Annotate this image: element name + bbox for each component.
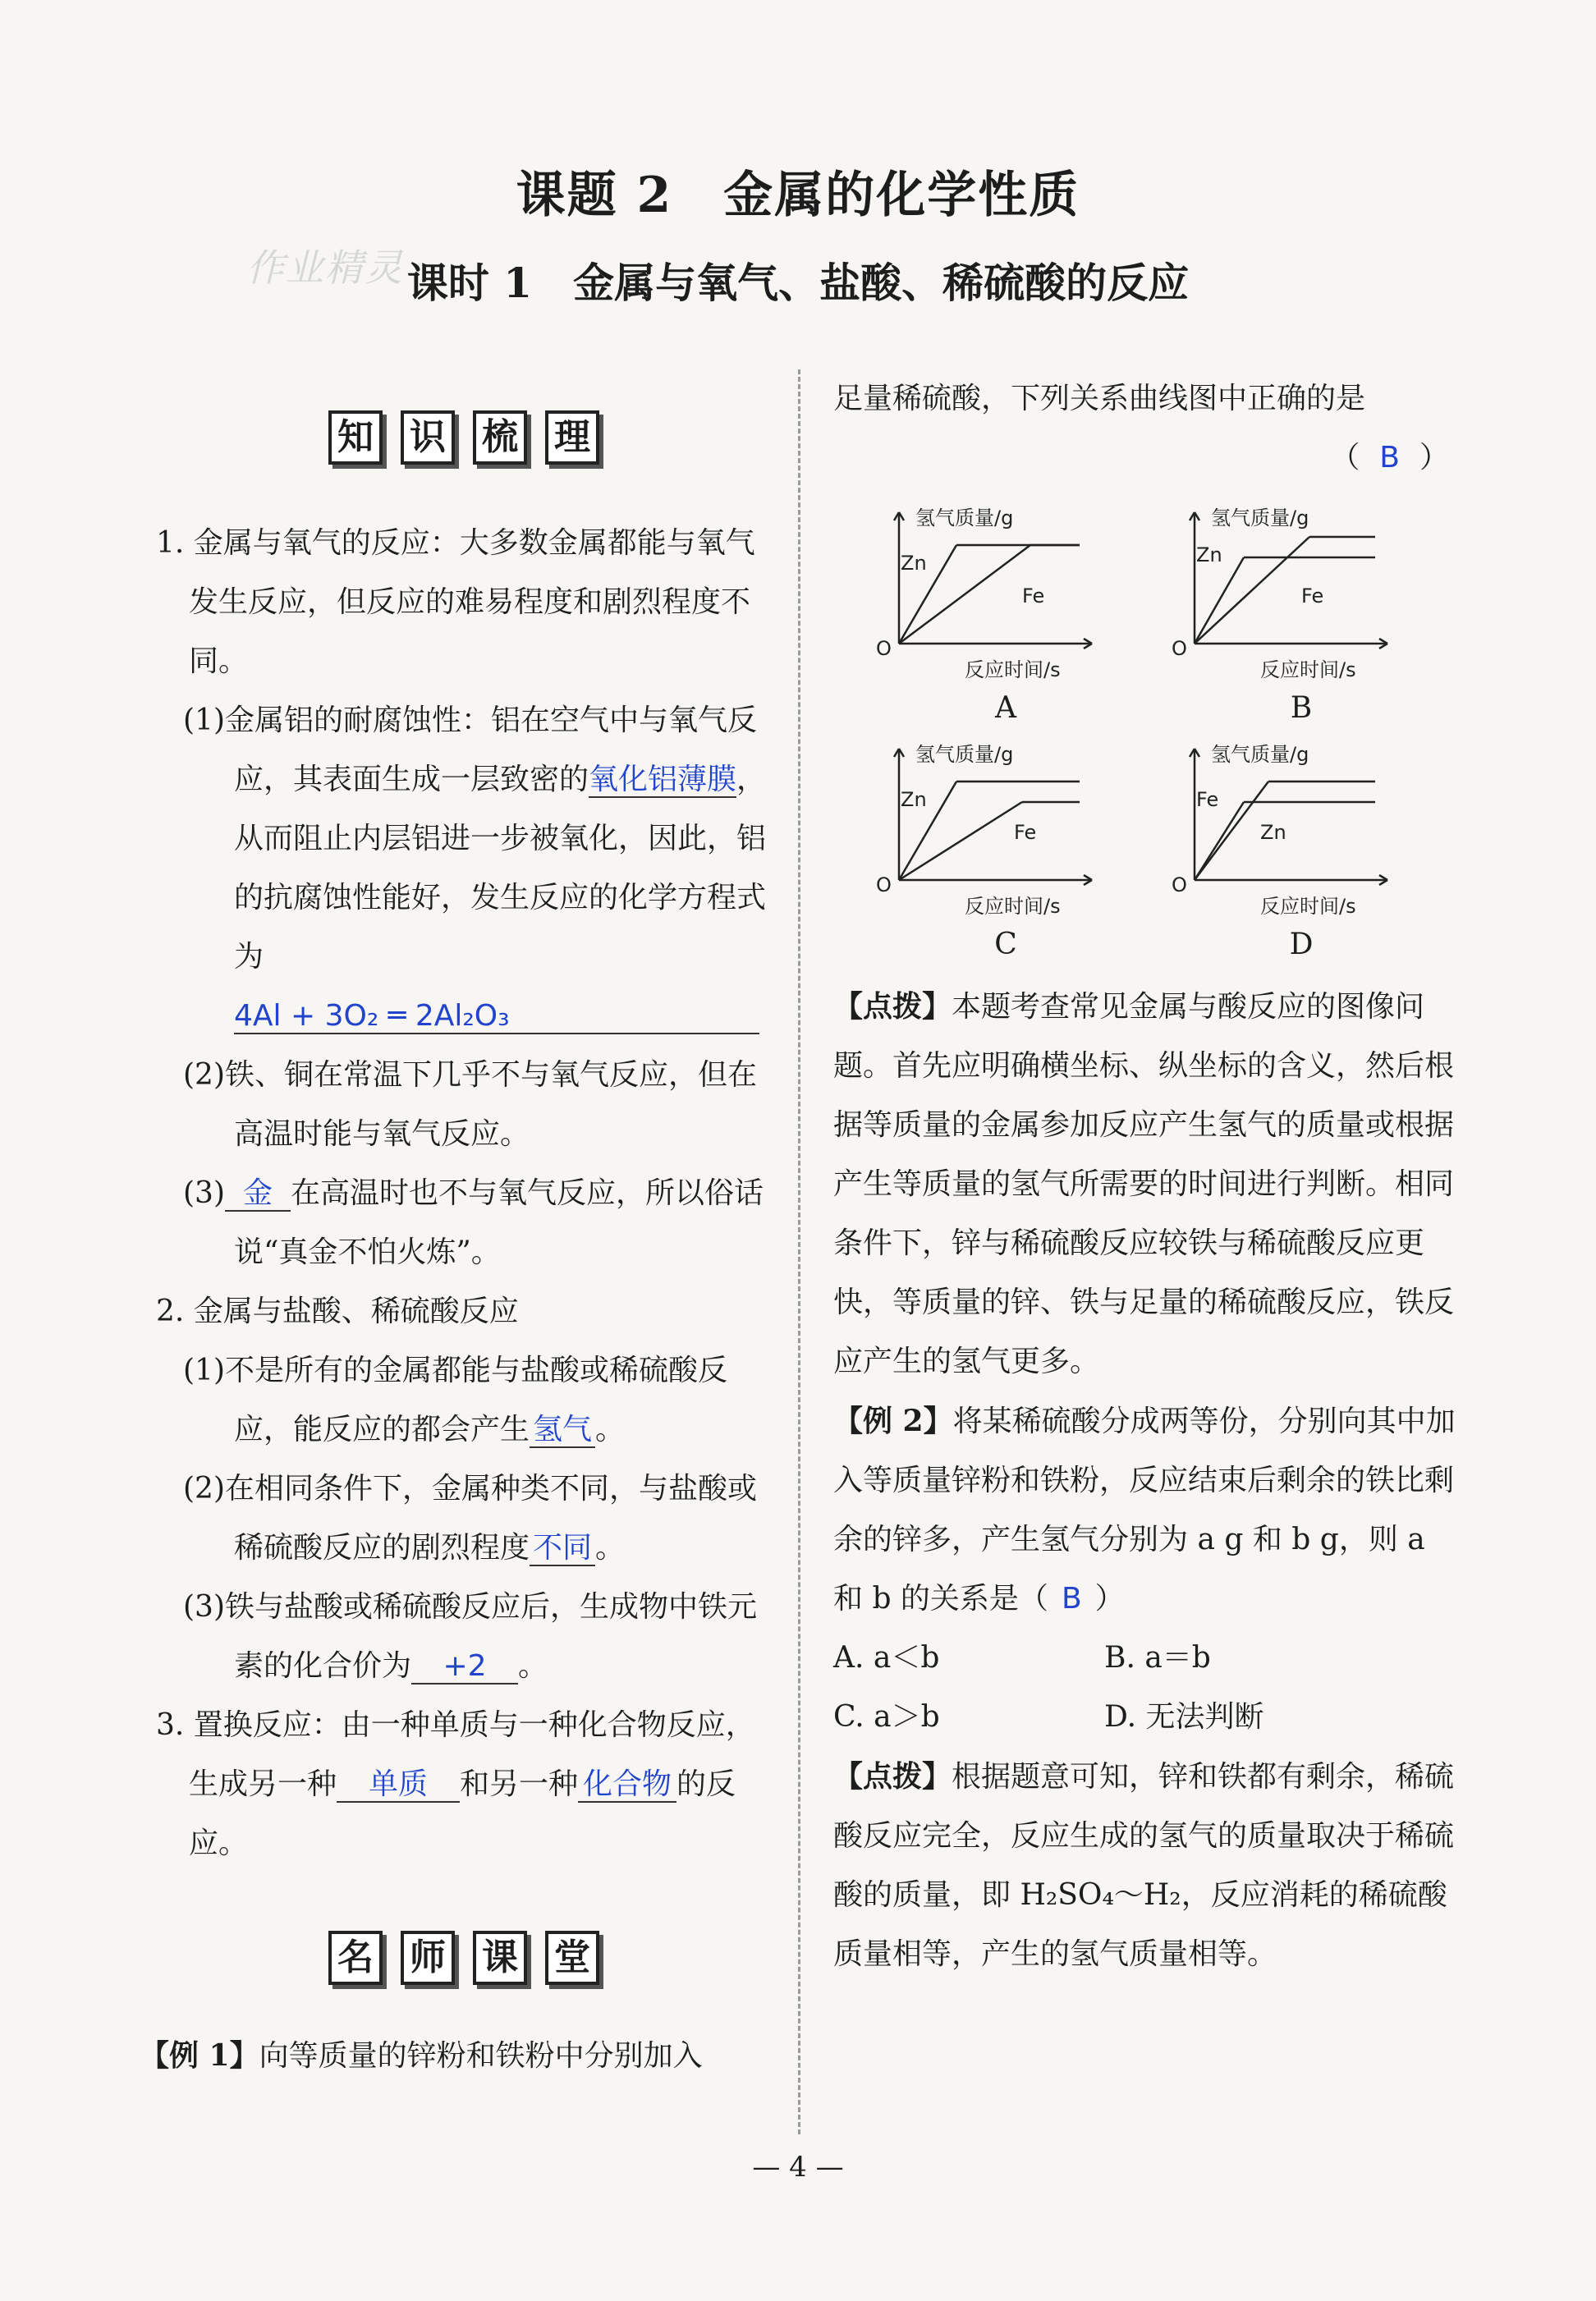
left-column xyxy=(140,369,772,2086)
tip-1: 【点拨】本题考查常见金属与酸反应的图像问题。首先应明确横坐标、纵坐标的含义，然后根据等质量的金属参加反应产生氢气的质量或根据产生等质量的氢气所需要的时间进行判断。相同条件下，锌与稀硫酸反应较铁与稀硫酸反应更快，等质量的锌、铁与足量的稀硫酸反应，铁反应产生的氢气更多。 xyxy=(833,989,1455,1378)
series-label-bottom: Fe xyxy=(1014,821,1037,844)
series-line-bottom xyxy=(1195,802,1244,880)
origin-label: O xyxy=(876,873,892,896)
answer-blank: 氢气 xyxy=(530,1414,595,1448)
knowledge-point-3: 3. 置换反应：由一种单质与一种化合物反应，生成另一种 单质 和另一种 化合物 的反应。 xyxy=(156,1708,755,1860)
answer-blank: +2 xyxy=(411,1650,518,1684)
origin-label: O xyxy=(1172,873,1187,896)
knowledge-point-1-1: (1)金属铝的耐腐蚀性：铝在空气中与氧气反应，其表面生成一层致密的氧化铝薄膜，从而阻止内层铝进一步被氧化，因此，铝的抗腐蚀性能好，发生反应的化学方程式为 xyxy=(183,704,767,974)
series-label-bottom: Fe xyxy=(1301,584,1324,607)
series-label-bottom: Zn xyxy=(1260,821,1286,844)
knowledge-point-2-2: (2)在相同条件下，金属种类不同，与盐酸或稀硫酸反应的剧烈程度 不同 。 xyxy=(183,1472,757,1565)
graph-option-b xyxy=(1162,496,1441,732)
knowledge-point-2: 2. 金属与盐酸、稀硫酸反应 xyxy=(156,1295,519,1328)
series-line-bottom xyxy=(899,802,1022,880)
y-axis-label: 氢气质量/g xyxy=(1211,743,1309,766)
y-axis-label: 氢气质量/g xyxy=(915,743,1014,766)
answer-blank: 化合物 xyxy=(578,1768,676,1803)
graph-option-a xyxy=(866,496,1145,732)
origin-label: O xyxy=(876,637,892,660)
graph-option-label: D xyxy=(1289,928,1314,961)
graph-svg xyxy=(866,732,1137,921)
choice-b: B. a＝b xyxy=(1104,1641,1211,1675)
graph-option-c xyxy=(866,732,1145,969)
x-axis-label: 反应时间/s xyxy=(1260,895,1356,918)
series-label-bottom: Fe xyxy=(1022,584,1045,607)
lesson-subtitle: 课时 1 金属与氧气、盐酸、稀硫酸的反应 xyxy=(406,259,1190,307)
example-2-choices xyxy=(833,1629,1457,1747)
series-label-top: Fe xyxy=(1196,788,1219,811)
section-char: 知 xyxy=(328,410,383,465)
x-axis-label: 反应时间/s xyxy=(965,895,1061,918)
answer-blank: 不同 xyxy=(530,1532,595,1566)
graph-svg xyxy=(1162,496,1433,685)
series-label-top: Zn xyxy=(1196,543,1222,566)
section-char: 堂 xyxy=(545,1931,599,1985)
choice-a: A. a＜b xyxy=(833,1641,940,1675)
example-1-continued: 足量稀硫酸，下列关系曲线图中正确的是 xyxy=(833,382,1366,415)
section-char: 名 xyxy=(328,1931,383,1985)
knowledge-point-2-1: (1)不是所有的金属都能与盐酸或稀硫酸反应，能反应的都会产生 氢气 。 xyxy=(183,1354,727,1446)
knowledge-point-1-3: (3) 金 在高温时也不与氧气反应，所以俗话说“真金不怕火炼”。 xyxy=(183,1176,764,1269)
series-label-top: Zn xyxy=(901,788,927,811)
example-1-question: 【例 1】向等质量的锌粉和铁粉中分别加入 xyxy=(140,2038,703,2073)
answer-graphs xyxy=(866,496,1457,969)
x-axis-label: 反应时间/s xyxy=(1260,658,1356,681)
answer-blank: 单质 xyxy=(337,1768,460,1803)
y-axis-label: 氢气质量/g xyxy=(915,506,1014,529)
page-number: — 4 — xyxy=(752,2151,844,2184)
choice-d: D. 无法判断 xyxy=(1104,1700,1264,1734)
graph-svg xyxy=(866,496,1137,685)
example-1-answer: （ B ） xyxy=(1330,441,1449,474)
answer-choice: B xyxy=(1379,441,1400,474)
knowledge-point-2-3: (3)铁与盐酸或稀硫酸反应后，生成物中铁元素的化合价为 +2 。 xyxy=(183,1590,757,1683)
lesson-title: 课题 2 金属的化学性质 xyxy=(516,167,1080,224)
graph-option-label: B xyxy=(1290,691,1313,725)
graph-option-label: C xyxy=(994,928,1017,961)
answer-blank: 金 xyxy=(225,1177,291,1212)
x-axis-label: 反应时间/s xyxy=(965,658,1061,681)
knowledge-point-1: 1. 金属与氧气的反应：大多数金属都能与氧气发生反应，但反应的难易程度和剧烈程度不同。 xyxy=(156,526,755,678)
choice-c: C. a＞b xyxy=(833,1700,940,1734)
watermark-logo: 作业精灵 xyxy=(246,245,404,290)
knowledge-point-1-2: (2)铁、铜在常温下几乎不与氧气反应，但在高温时能与氧气反应。 xyxy=(183,1058,757,1151)
section-header-classroom xyxy=(156,1931,772,1985)
example-2-question: 【例 2】将某稀硫酸分成两等份，分别向其中加入等质量锌粉和铁粉，反应结束后剩余的铁比剩余的锌多，产生氢气分别为 a g 和 b g，则 a 和 b 的关系是（ B ） xyxy=(833,1404,1456,1616)
series-line-top xyxy=(1195,557,1244,644)
y-axis-label: 氢气质量/g xyxy=(1211,506,1309,529)
origin-label: O xyxy=(1172,637,1187,660)
graph-option-d xyxy=(1162,732,1441,969)
equation-answer: 4Al + 3O₂ ═ 2Al₂O₃ xyxy=(234,1000,759,1034)
section-char: 梳 xyxy=(473,410,527,465)
answer-choice: B xyxy=(1061,1582,1082,1616)
graph-svg xyxy=(1162,732,1433,921)
section-char: 师 xyxy=(401,1931,455,1985)
section-char: 课 xyxy=(473,1931,527,1985)
tip-2: 【点拨】根据题意可知，锌和铁都有剩余，稀硫酸反应完全，反应生成的氢气的质量取决于稀硫酸的质量，即 H₂SO₄～H₂，反应消耗的稀硫酸质量相等，产生的氢气质量相等。 xyxy=(833,1759,1455,1971)
section-char: 理 xyxy=(545,410,599,465)
answer-blank: 氧化铝薄膜 xyxy=(589,763,737,796)
section-header-knowledge xyxy=(156,410,772,465)
right-column xyxy=(833,369,1457,1984)
series-label-top: Zn xyxy=(901,552,927,575)
graph-option-label: A xyxy=(995,691,1016,725)
section-char: 识 xyxy=(401,410,455,465)
column-divider xyxy=(798,369,800,2134)
equation-line xyxy=(156,987,772,1046)
